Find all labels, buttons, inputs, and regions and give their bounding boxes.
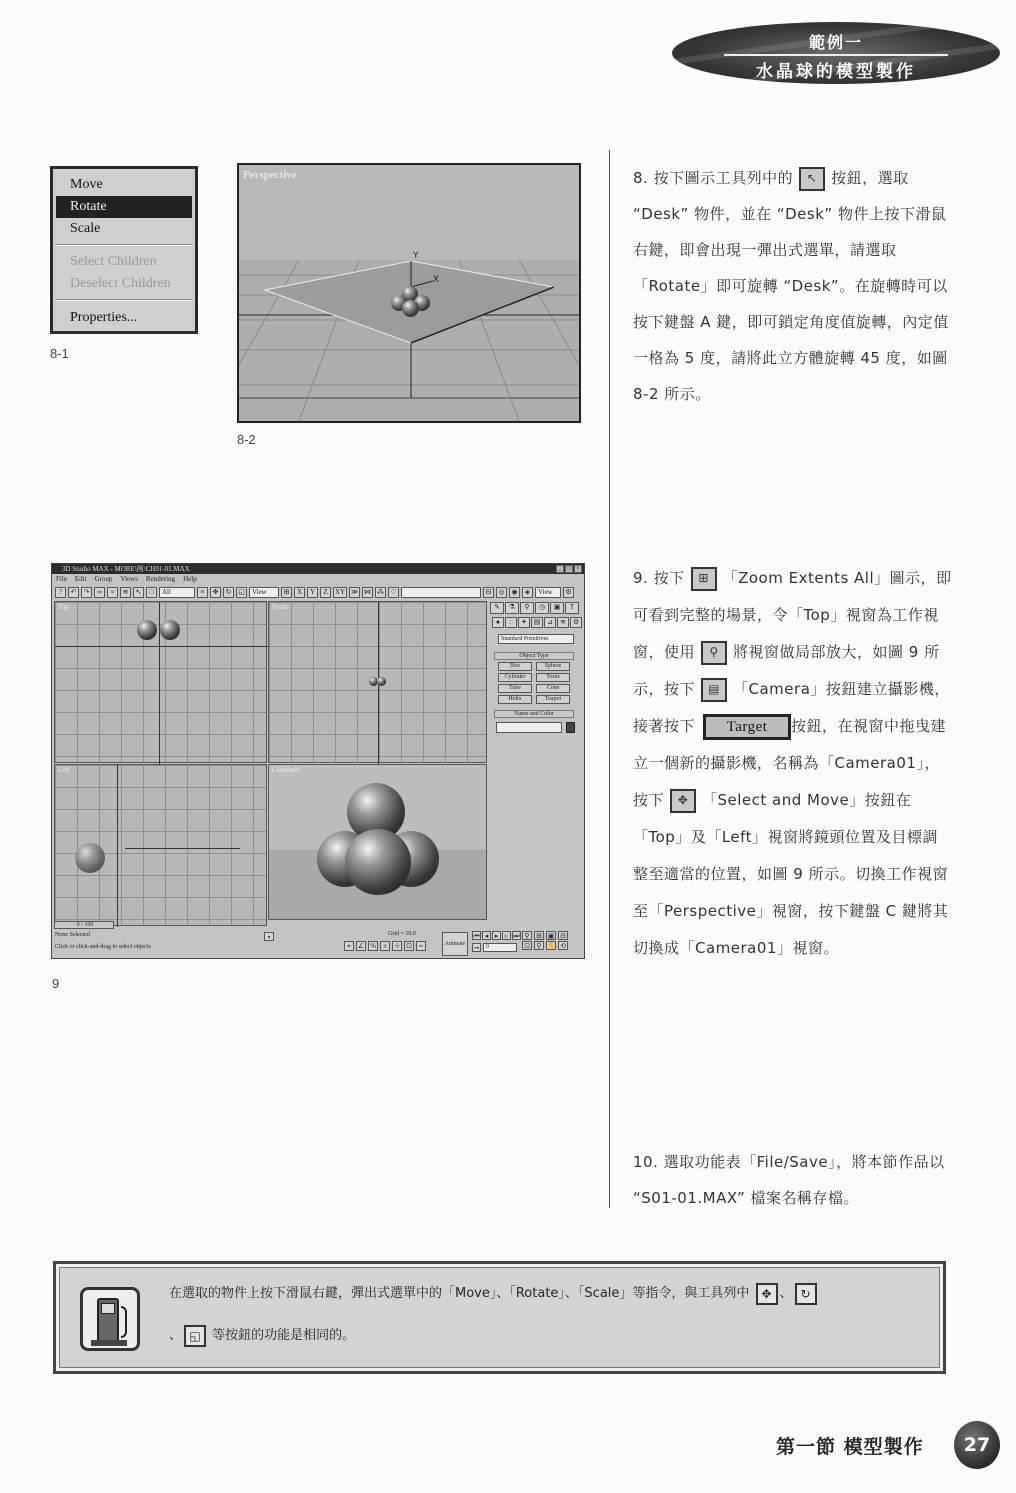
axis-x-button[interactable]: X (294, 587, 305, 598)
viewport-front[interactable] (268, 601, 487, 763)
sphere (160, 620, 180, 640)
spinner-snap-icon[interactable]: ± (380, 941, 390, 951)
tip-text: 等按鈕的功能是相同的。 (212, 1328, 356, 1343)
zoom-extents-icon[interactable]: ▣ (547, 932, 555, 940)
align-icon[interactable]: ♡ (388, 587, 399, 598)
modify-tab-icon[interactable]: ⚗ (505, 602, 519, 614)
render-view-dropdown[interactable]: View (535, 587, 561, 598)
quick-render-icon[interactable]: ◈ (522, 587, 533, 598)
rotate-icon[interactable]: ↻ (223, 587, 234, 598)
camera-icon: ▤ (701, 678, 727, 702)
step-text: 「Camera」按鈕建立攝影機，接著按下 (633, 680, 950, 735)
minimize-icon[interactable]: _ (556, 565, 564, 573)
tip-separator: 、 (779, 1286, 793, 1301)
motion-tab-icon[interactable]: ◷ (535, 602, 549, 614)
status-area (52, 922, 584, 959)
display-tab-icon[interactable]: ▣ (550, 602, 564, 614)
viewport-label: Front (272, 603, 288, 611)
torus-button[interactable]: Torus (536, 673, 570, 682)
viewport-label: Top (58, 603, 69, 611)
lights-icon[interactable]: ✦ (518, 617, 530, 628)
tip-box (53, 1261, 946, 1374)
step-10-paragraph: 10. 選取功能表「File/Save」，將本節作品以 “S01-01.MAX” 檔案名稱存檔。 (633, 1153, 945, 1207)
redo-icon[interactable]: ↷ (81, 587, 92, 598)
region-zoom-icon: ⚲ (701, 641, 727, 665)
page-number: 27 (954, 1421, 1000, 1469)
menu-edit[interactable]: Edit (74, 575, 87, 583)
ik-icon[interactable]: ≫ (350, 587, 359, 596)
step-text: 按鈕，選取 “Desk” 物件，並在 “Desk” 物件上按下滑鼠右鍵，即會出現一彈出式選單，請選取「Rotate」即可旋轉 “Desk”。在旋轉時可以按下鍵盤 A 鍵，即可鎖定角度值旋轉，內定值一格為 5 度，請將此立方體旋轉 45 度，如圖 8-2 所示。 (633, 169, 949, 403)
material-editor-icon[interactable]: ◎ (496, 587, 507, 598)
zoom-extents-all-icon[interactable]: ⊟ (558, 931, 568, 940)
perspective-viewport[interactable] (237, 163, 581, 423)
menu-separator (55, 244, 193, 246)
maximize-icon[interactable]: □ (565, 565, 573, 573)
step-text: 將視窗做局部放大，如圖 9 所示，按下 (633, 643, 940, 698)
sphere (345, 829, 411, 895)
helpers-icon[interactable]: ⊿ (544, 617, 556, 628)
coord-system-dropdown[interactable]: View (249, 587, 279, 598)
pan-icon[interactable]: ✋ (547, 942, 556, 950)
step-9-paragraph (633, 560, 953, 967)
tip-line-2 (169, 1324, 355, 1347)
viewport-label: Left (58, 766, 70, 774)
scale-icon[interactable]: ◱ (236, 587, 247, 598)
cylinder-button[interactable]: Cylinder (498, 673, 532, 682)
angle-snap-icon[interactable]: ∠ (357, 942, 365, 950)
next-frame-icon[interactable]: ▹ (502, 931, 511, 940)
menu-views[interactable]: Views (120, 575, 138, 583)
link-icon[interactable]: ∞ (94, 587, 105, 598)
animate-button[interactable]: Animate (442, 932, 468, 956)
mirror-icon[interactable]: ⋈ (364, 587, 371, 596)
axis-y-button[interactable]: Y (307, 587, 318, 598)
chapter-title: 水晶球的模型製作 (756, 62, 916, 82)
menu-help[interactable]: Help (183, 575, 197, 583)
key-mode-icon[interactable]: ⊸ (473, 944, 480, 952)
space-warps-icon[interactable]: ≋ (557, 617, 569, 628)
geometry-icon[interactable]: ● (492, 617, 504, 628)
utilities-tab-icon[interactable]: T (565, 602, 579, 614)
grid-axis (117, 765, 118, 927)
selection-filter-dropdown[interactable]: All (159, 587, 195, 598)
axis-label-y: Y (413, 251, 419, 261)
select-and-move-icon[interactable]: ✥ (210, 587, 221, 598)
sphere (377, 677, 386, 686)
axis-xy-button[interactable]: XY (334, 587, 346, 596)
menu-file[interactable]: File (56, 575, 67, 583)
percent-snap-icon[interactable]: % (368, 941, 378, 951)
chapter-banner (672, 22, 1000, 84)
select-arrow-icon[interactable]: ↖ (133, 587, 144, 598)
viewport-top[interactable] (54, 601, 267, 763)
window-title: 3D Studio MAX - MORE\例\CH01-01.MAX (52, 564, 584, 574)
bind-icon[interactable]: ≋ (120, 587, 131, 598)
region-select-icon[interactable]: □ (146, 587, 157, 598)
section-footer: 第一節 模型製作 (776, 1436, 924, 1458)
target-button: Target (703, 714, 791, 740)
category-dropdown[interactable]: Standard Primitives (498, 634, 574, 644)
object-type-rollout[interactable]: Object Type (494, 652, 574, 660)
sphere-button[interactable]: Sphere (536, 662, 570, 671)
command-panel (488, 600, 584, 930)
pivot-icon[interactable]: ⊞ (281, 587, 292, 598)
menu-item-move[interactable]: Move (70, 177, 103, 192)
step-text: 按鈕，在視窗中拖曳建立一個新的攝影機，名稱為「Camera01」，按下 (633, 717, 947, 809)
menu-bar (52, 574, 584, 584)
viewport-label: Perspective (243, 169, 297, 181)
play-icon[interactable]: ▸ (492, 931, 501, 940)
arc-rotate-icon[interactable]: ⟲ (558, 941, 568, 950)
3d-snap-icon[interactable]: ⊹ (392, 941, 402, 951)
viewport-label: Camera01 (272, 766, 301, 774)
viewport-left[interactable] (54, 764, 267, 926)
menu-rendering[interactable]: Rendering (145, 575, 176, 583)
selection-status: None Selected (55, 932, 90, 938)
example-label: 範例一 (808, 33, 863, 52)
time-slider[interactable]: 0 / 100 (54, 921, 114, 929)
rotate-icon: ↻ (795, 1283, 817, 1305)
axis-z-button[interactable]: Z (320, 587, 331, 598)
select-and-move-icon: ✥ (756, 1283, 778, 1305)
figure-caption: 8-2 (237, 432, 256, 447)
object-name-field[interactable] (496, 722, 562, 733)
degradation-icon[interactable]: ⌁ (416, 941, 426, 951)
sphere (402, 300, 419, 317)
menu-item-deselect-children: Deselect Children (70, 276, 171, 291)
name-color-rollout[interactable]: Name and Color (494, 710, 574, 718)
create-tab-icon[interactable]: ✎ (490, 602, 504, 614)
menu-item-properties[interactable]: Properties... (70, 310, 138, 325)
sphere (137, 620, 157, 640)
lock-selection-icon[interactable]: ▪ (264, 932, 274, 941)
unlink-icon[interactable]: ≈ (107, 587, 118, 598)
grid-axis (55, 646, 268, 647)
column-divider (609, 150, 610, 1208)
grid-readout: Grid = 10.0 (388, 931, 416, 937)
close-icon[interactable]: × (574, 565, 582, 573)
figure-caption: 9 (52, 976, 60, 991)
select-arrow-icon: ↖ (799, 167, 825, 191)
scale-icon: ◱ (184, 1325, 206, 1347)
banner-divider (724, 54, 948, 56)
systems-icon[interactable]: ⚙ (570, 617, 582, 628)
menu-separator (55, 299, 193, 301)
step-8-paragraph (633, 160, 953, 412)
gas-pump-icon (80, 1287, 140, 1351)
snap-icon[interactable]: ⌖ (344, 941, 354, 951)
zoom-icon[interactable]: ⚲ (522, 931, 532, 940)
axis-label-x: X (433, 275, 440, 285)
menu-item-rotate[interactable]: Rotate (56, 196, 192, 218)
frame-field[interactable]: 0 (483, 943, 517, 952)
cone-button[interactable]: Cone (536, 684, 570, 693)
cameras-icon[interactable]: ▤ (531, 617, 543, 628)
window-controls (556, 565, 582, 573)
context-menu (50, 166, 198, 334)
array-icon[interactable]: ⁂ (377, 587, 384, 596)
hierarchy-tab-icon[interactable]: ⚲ (520, 602, 534, 614)
render-scene-icon[interactable]: ◉ (509, 587, 520, 598)
step-text: 9. 按下 (633, 569, 685, 587)
zoom-all-icon[interactable]: ⊞ (534, 931, 544, 940)
box-button[interactable]: Box (498, 662, 532, 671)
step-text: 「Select and Move」按鈕在「Top」及「Left」視窗將鏡頭位置及目標調整至適當的位置，如圖 9 所示。切換工作視窗至「Perspective」視窗，按下鍵盤 C 鍵將其切換成「Camera01」視窗。 (633, 791, 949, 957)
tip-line-1 (169, 1282, 819, 1305)
main-toolbar (52, 585, 584, 599)
step-text: 8. 按下圖示工具列中的 (633, 169, 794, 187)
viewport-camera[interactable] (268, 764, 487, 920)
tip-text: 在選取的物件上按下滑鼠右鍵，彈出式選單中的「Move」、「Rotate」、「Scale」等指令，與工具列中 (169, 1286, 750, 1301)
select-and-move-icon: ✥ (670, 789, 696, 813)
help-icon[interactable]: ? (55, 587, 66, 598)
select-by-name-icon[interactable]: ≡ (197, 587, 208, 598)
zoom-extents-all-icon: ⊞ (691, 567, 717, 591)
previous-frame-icon[interactable]: ◂ (482, 931, 491, 940)
tube-button[interactable]: Tube (498, 684, 532, 693)
menu-item-scale[interactable]: Scale (70, 221, 101, 236)
region-zoom-icon[interactable]: ⊡ (522, 941, 532, 950)
prompt-line: Click or click-and-drag to select objects (55, 944, 151, 950)
window-crossing-icon[interactable]: ⊡ (404, 941, 414, 951)
track-view-icon[interactable]: ⊟ (483, 587, 494, 598)
figure-caption: 8-1 (50, 346, 69, 361)
teapot-button[interactable]: Teapot (536, 695, 570, 704)
tip-separator: 、 (169, 1328, 183, 1343)
menu-group[interactable]: Group (94, 575, 113, 583)
named-selection-field[interactable] (401, 587, 481, 598)
undo-icon[interactable]: ↶ (68, 587, 79, 598)
go-to-end-icon[interactable]: ⏭ (513, 932, 520, 940)
camera-line (125, 848, 240, 849)
shapes-icon[interactable]: ◌ (505, 617, 517, 628)
app-window (51, 563, 585, 959)
render-last-icon[interactable]: ⚙ (563, 587, 574, 598)
go-to-start-icon[interactable]: ⏮ (473, 932, 480, 940)
menu-item-select-children: Select Children (70, 254, 157, 269)
sphere (75, 843, 105, 873)
helix-button[interactable]: Helix (498, 695, 532, 704)
object-color-swatch[interactable] (566, 722, 575, 733)
step-text: 「Zoom Extents All」圖示，即可看到完整的場景，令「Top」視窗為工作視窗，使用 (633, 569, 952, 661)
field-of-view-icon[interactable]: ⚲ (534, 941, 544, 950)
